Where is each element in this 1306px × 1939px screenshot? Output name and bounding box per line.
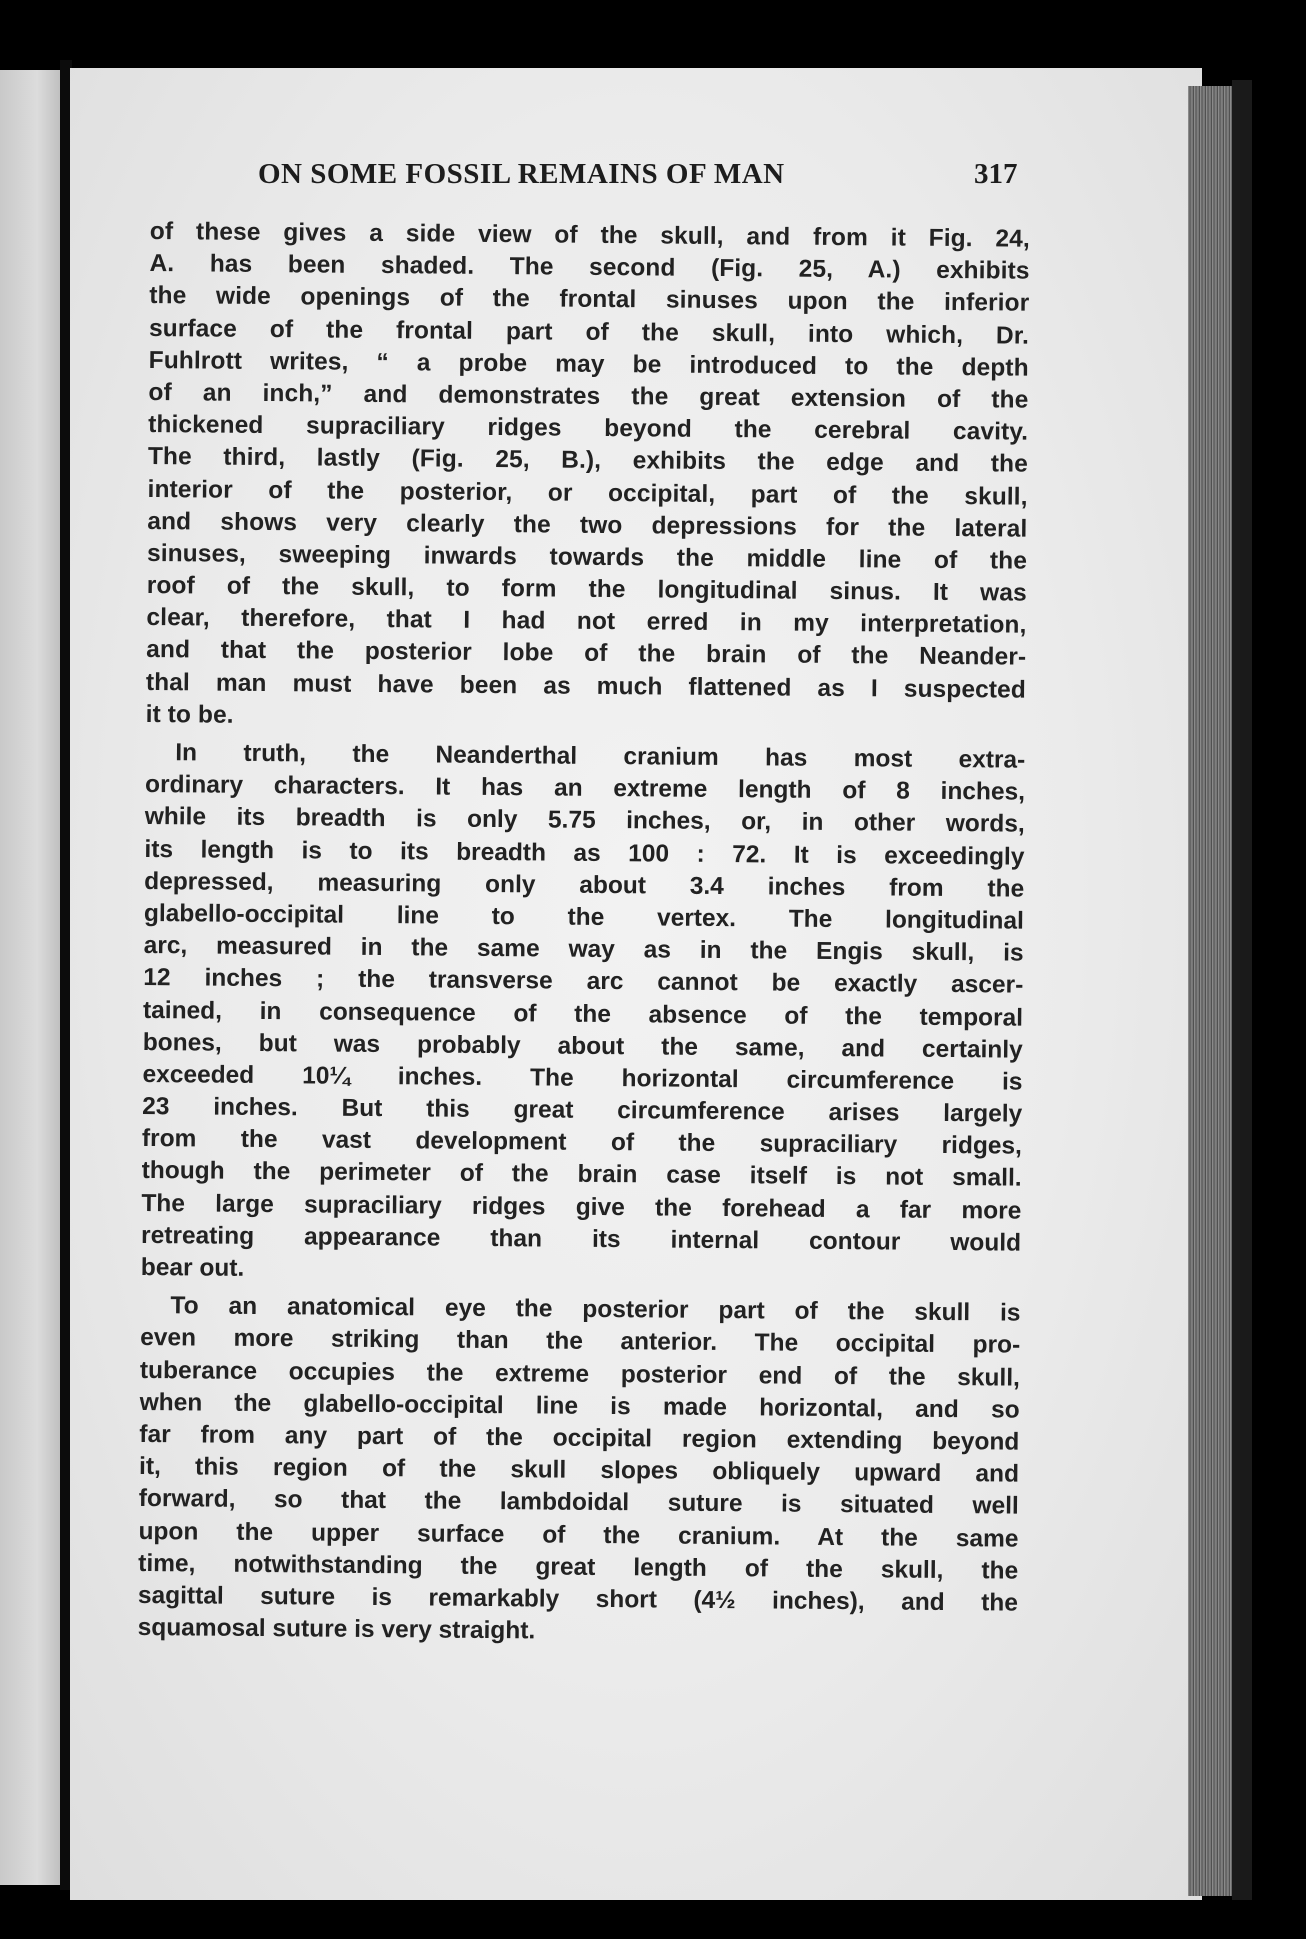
text-line: The third, lastly (Fig. 25, B.), exhibits the edge and the xyxy=(147,443,1028,478)
text-line: roof of the skull, to form the longitudinal sinus. It was xyxy=(146,572,1027,607)
text-line: and that the posterior lobe of the brain of the Neander- xyxy=(146,636,1027,672)
text-line: it, this region of the skull slopes obliquely upward and xyxy=(138,1453,1020,1488)
text-line: the wide openings of the frontal sinuses upon the inferior xyxy=(149,282,1030,318)
text-line: depressed, measuring only about 3.4 inches from the xyxy=(144,867,1025,903)
text-line: and shows very clearly the two depressions for the lateral xyxy=(147,507,1028,543)
text-line: bones, but was probably about the same, and certainly xyxy=(142,1028,1023,1064)
text-line: squamosal suture is very straight. xyxy=(137,1614,536,1645)
text-line: interior of the posterior, or occipital, part of the skull, xyxy=(147,475,1028,511)
text-line: tuberance occupies the extreme posterior end of the skull, xyxy=(139,1356,1021,1392)
text-line: retreating appearance than its internal contour would xyxy=(140,1221,1022,1257)
text-line: 12 inches ; the transverse arc cannot be exactly ascer- xyxy=(143,964,1024,999)
text-line: forward, so that the lambdoidal suture is situated well xyxy=(138,1485,1019,1520)
text-line: thickened supraciliary ridges beyond the cerebral cavity. xyxy=(148,411,1029,446)
text-line: In truth, the Neanderthal cranium has most extra- xyxy=(175,739,1026,774)
text-line: tained, in consequence of the absence of the temporal xyxy=(142,996,1024,1032)
page-stack-shadow xyxy=(1232,80,1252,1900)
text-line: its length is to its breadth as 100 : 72. It is exceedingly xyxy=(144,835,1025,871)
text-line: glabello-occipital line to the vertex. The longitudinal xyxy=(143,899,1024,935)
text-line: time, notwithstanding the great length of the skull, the xyxy=(138,1549,1019,1585)
text-line: from the vast development of the supraciliary ridges, xyxy=(141,1125,1023,1160)
text-line: far from any part of the occipital region extending beyond xyxy=(139,1420,1020,1456)
paragraph xyxy=(146,216,1030,739)
text-line: of these gives a side view of the skull, and from it Fig. 24, xyxy=(149,217,1030,253)
text-line: when the glabello-occipital line is made horizontal, and so xyxy=(139,1388,1020,1424)
text-line: A. has been shaded. The second (Fig. 25, A.) exhibits xyxy=(149,250,1030,285)
paragraph xyxy=(141,737,1026,1292)
text-line: thal man must have been as much flattened as I suspected xyxy=(145,668,1027,704)
page-number: 317 xyxy=(974,158,1018,190)
text-line: ordinary characters. It has an extreme length of 8 inches, xyxy=(144,771,1026,806)
text-line: bear out. xyxy=(140,1253,245,1282)
text-line: it to be. xyxy=(145,700,234,729)
text-line: clear, therefore, that I had not erred in my interpretation, xyxy=(146,604,1027,639)
text-line: sinuses, sweeping inwards towards the middle line of the xyxy=(146,539,1028,575)
text-line: Fuhlrott writes, “ a probe may be introduced to the depth xyxy=(148,346,1029,382)
page-stack-edge xyxy=(1188,86,1232,1896)
text-line: while its breadth is only 5.75 inches, or, in other words, xyxy=(144,803,1025,839)
text-line: sagittal suture is remarkably short (4½ inches), and the xyxy=(137,1581,1019,1617)
text-line: upon the upper surface of the cranium. At the same xyxy=(138,1517,1019,1553)
text-line: exceeded 10¼ inches. The horizontal circumference is xyxy=(142,1060,1023,1096)
text-line: though the perimeter of the brain case itself is not small. xyxy=(141,1157,1022,1193)
body-text xyxy=(137,216,1029,1658)
facing-page-edge xyxy=(0,70,62,1885)
text-line: 23 inches. But this great circumference arises largely xyxy=(142,1093,1023,1128)
text-line: of an inch,” and demonstrates the great extension of the xyxy=(148,378,1029,414)
text-line: To an anatomical eye the posterior part of the skull is xyxy=(170,1292,1021,1327)
paragraph xyxy=(138,1290,1021,1652)
running-header: ON SOME FOSSIL REMAINS OF MAN xyxy=(258,158,785,190)
text-line: surface of the frontal part of the skull, into which, Dr. xyxy=(148,314,1030,350)
text-line: arc, measured in the same way as in the Engis skull, is xyxy=(143,932,1024,967)
text-line: even more striking than the anterior. The occipital pro- xyxy=(140,1324,1021,1360)
text-line: The large supraciliary ridges give the forehead a far more xyxy=(141,1189,1022,1225)
